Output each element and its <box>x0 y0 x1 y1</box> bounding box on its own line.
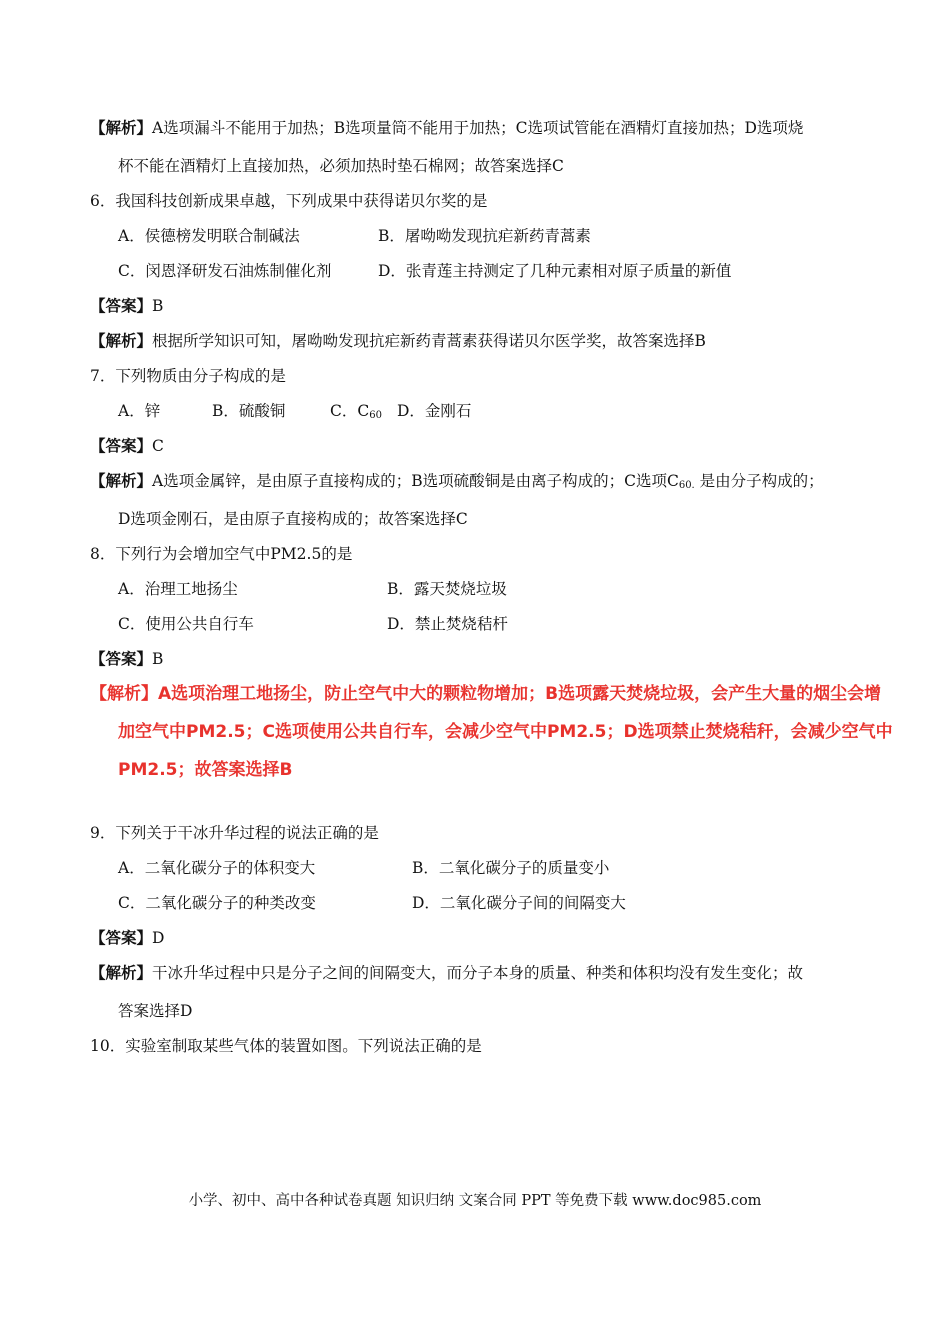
q8-analysis-cont2: PM2.5；故答案选择B <box>118 760 293 780</box>
q6-stem: 6．我国科技创新成果卓越，下列成果中获得诺贝尔奖的是 <box>90 192 488 210</box>
q7-option-a: A．锌 <box>118 402 161 420</box>
q8-option-a: A．治理工地扬尘 <box>118 580 238 598</box>
q6-answer <box>90 296 163 316</box>
q6-option-d: D．张青莲主持测定了几种元素相对原子质量的新值 <box>378 262 732 280</box>
q6-option-a: A．侯德榜发明联合制碱法 <box>118 227 300 245</box>
q8-option-c: C．使用公共自行车 <box>118 615 254 633</box>
q6-option-b: B．屠呦呦发现抗疟新药青蒿素 <box>378 227 591 245</box>
q8-option-b: B．露天焚烧垃圾 <box>387 580 507 598</box>
q7-answer <box>90 436 164 456</box>
q9-option-a: A．二氧化碳分子的体积变大 <box>118 859 316 877</box>
answer-value: B <box>152 297 164 315</box>
analysis-text: A选项金属锌，是由原子直接构成的；B选项硫酸铜是由离子构成的；C选项C <box>152 472 679 490</box>
q9-answer <box>90 928 164 948</box>
answer-value: D <box>152 929 165 947</box>
q10-stem: 10．实验室制取某些气体的装置如图。下列说法正确的是 <box>90 1037 482 1055</box>
analysis-label: 【解析】 <box>90 684 158 704</box>
q9-option-d: D．二氧化碳分子间的间隔变大 <box>412 894 626 912</box>
analysis-label: 【解析】 <box>90 118 153 137</box>
q8-stem: 8．下列行为会增加空气中PM2.5的是 <box>90 545 353 563</box>
answer-label: 【答案】 <box>90 436 153 455</box>
q9-analysis <box>90 963 803 983</box>
answer-value: B <box>152 650 164 668</box>
q6-option-c: C．闵恩泽研发石油炼制催化剂 <box>118 262 332 280</box>
answer-label: 【答案】 <box>90 649 153 668</box>
q7-stem: 7．下列物质由分子构成的是 <box>90 367 286 385</box>
q7-analysis-cont: D选项金刚石，是由原子直接构成的；故答案选择C <box>118 510 468 528</box>
q5-analysis <box>90 118 803 138</box>
q8-answer <box>90 649 163 669</box>
page-footer: 小学、初中、高中各种试卷真题 知识归纳 文案合同 PPT 等免费下载 www.doc985.com <box>188 1193 762 1209</box>
q7-option-b: B．硫酸铜 <box>212 402 286 420</box>
analysis-text: A选项治理工地扬尘，防止空气中大的颗粒物增加；B选项露天焚烧垃圾，会产生大量的烟尘会增 <box>158 684 882 704</box>
analysis-text: 干冰升华过程中只是分子之间的间隔变大，而分子本身的质量、种类和体积均没有发生变化；故 <box>152 964 804 982</box>
answer-label: 【答案】 <box>90 296 153 315</box>
analysis-label: 【解析】 <box>90 963 153 982</box>
analysis-text: A选项漏斗不能用于加热；B选项量筒不能用于加热；C选项试管能在酒精灯直接加热；D选项烧 <box>152 119 804 137</box>
analysis-text: 根据所学知识可知，屠呦呦发现抗疟新药青蒿素获得诺贝尔医学奖，故答案选择B <box>152 332 706 350</box>
q6-analysis <box>90 331 706 351</box>
q9-option-c: C．二氧化碳分子的种类改变 <box>118 894 316 912</box>
subscript: 60. <box>678 480 695 491</box>
q8-analysis <box>90 684 881 704</box>
answer-label: 【答案】 <box>90 928 153 947</box>
analysis-text-cont: 是由分子构成的； <box>694 472 824 490</box>
q7-option-d: D．金刚石 <box>397 402 472 420</box>
option-text: C．C <box>330 402 370 420</box>
q9-stem: 9．下列关于干冰升华过程的说法正确的是 <box>90 824 379 842</box>
q5-analysis-cont: 杯不能在酒精灯上直接加热，必须加热时垫石棉网；故答案选择C <box>118 157 564 175</box>
q8-analysis-cont: 加空气中PM2.5；C选项使用公共自行车，会减少空气中PM2.5；D选项禁止焚烧秸秆，会减少空气中 <box>118 722 893 742</box>
subscript: 60 <box>369 410 382 421</box>
q9-option-b: B．二氧化碳分子的质量变小 <box>412 859 610 877</box>
q8-option-d: D．禁止焚烧秸杆 <box>387 615 508 633</box>
answer-value: C <box>152 437 164 455</box>
analysis-label: 【解析】 <box>90 331 153 350</box>
analysis-label: 【解析】 <box>90 471 153 490</box>
q7-option-c <box>330 401 382 426</box>
q9-analysis-cont: 答案选择D <box>118 1002 193 1020</box>
q7-analysis <box>90 471 824 496</box>
